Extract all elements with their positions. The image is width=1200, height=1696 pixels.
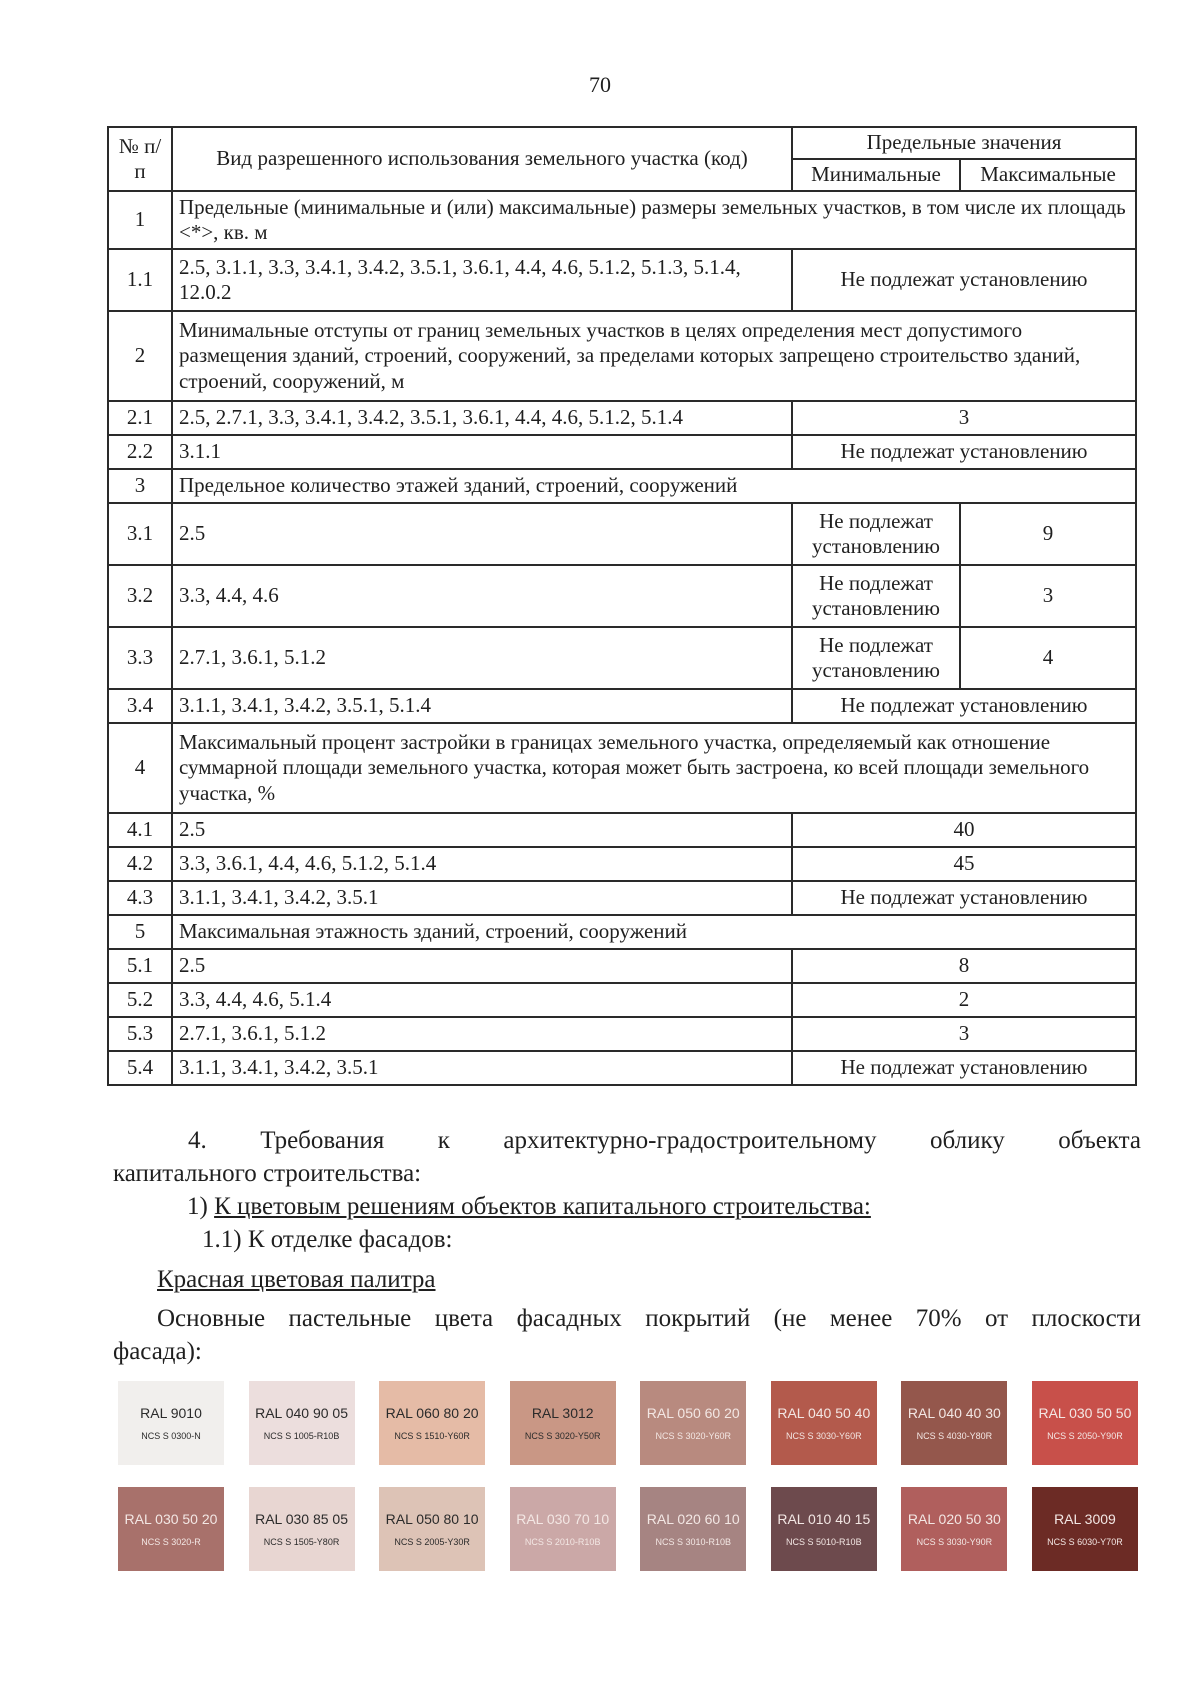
palette-row bbox=[118, 1487, 1138, 1571]
requirements-heading-line2: капитального строительства: bbox=[113, 1160, 422, 1187]
row-codes: 2.7.1, 3.6.1, 5.1.2 bbox=[172, 627, 792, 689]
swatch-ral-code: RAL 030 50 50 bbox=[1038, 1405, 1132, 1421]
row-max: 4 bbox=[960, 627, 1136, 689]
color-swatch bbox=[379, 1487, 485, 1571]
table-row bbox=[108, 949, 1136, 983]
row-number: 4.2 bbox=[108, 847, 172, 881]
table-row bbox=[108, 503, 1136, 565]
swatch-ncs-code: NCS S 6030-Y70R bbox=[1047, 1537, 1123, 1547]
row-value: Не подлежат установлению bbox=[792, 881, 1136, 915]
row-number: 2 bbox=[108, 311, 172, 401]
table-row bbox=[108, 983, 1136, 1017]
swatch-ncs-code: NCS S 5010-R10B bbox=[786, 1537, 862, 1547]
palette-row bbox=[118, 1381, 1138, 1465]
header-limits: Предельные значения bbox=[792, 127, 1136, 159]
section-text: Предельное количество этажей зданий, строений, сооружений bbox=[172, 469, 1136, 503]
table-row bbox=[108, 881, 1136, 915]
swatch-ral-code: RAL 3009 bbox=[1054, 1511, 1116, 1527]
item-title: К цветовым решениям объектов капитального строительства: bbox=[214, 1193, 871, 1220]
swatch-ral-code: RAL 030 50 20 bbox=[124, 1511, 218, 1527]
palette-title: Красная цветовая палитра bbox=[157, 1266, 436, 1293]
table-row bbox=[108, 469, 1136, 503]
regulations-table bbox=[107, 126, 1137, 1086]
row-codes: 2.7.1, 3.6.1, 5.1.2 bbox=[172, 1017, 792, 1051]
row-value: 3 bbox=[792, 401, 1136, 435]
swatch-ncs-code: NCS S 4030-Y80R bbox=[916, 1431, 993, 1441]
row-codes: 2.5 bbox=[172, 503, 792, 565]
color-swatch bbox=[118, 1487, 224, 1571]
row-number: 4 bbox=[108, 723, 172, 813]
row-value: 3 bbox=[792, 1017, 1136, 1051]
facade-item: 1.1) К отделке фасадов: bbox=[202, 1226, 453, 1253]
row-number: 4.1 bbox=[108, 813, 172, 847]
row-value: 40 bbox=[792, 813, 1136, 847]
item-number: 1) bbox=[187, 1193, 208, 1220]
row-value: Не подлежат установлению bbox=[792, 435, 1136, 469]
table-row bbox=[108, 723, 1136, 813]
header-number: № п/п bbox=[108, 127, 172, 191]
row-codes: 3.1.1 bbox=[172, 435, 792, 469]
swatch-ral-code: RAL 040 50 40 bbox=[777, 1405, 871, 1421]
color-swatch bbox=[379, 1381, 485, 1465]
color-swatch bbox=[771, 1381, 877, 1465]
swatch-ral-code: RAL 3012 bbox=[531, 1405, 594, 1421]
main-colors-line1: Основные пастельные цвета фасадных покрытий (не менее 70% от плоскости bbox=[157, 1305, 1141, 1332]
section-text: Максимальная этажность зданий, строений, сооружений bbox=[172, 915, 1136, 949]
swatch-ral-code: RAL 9010 bbox=[140, 1405, 202, 1421]
row-codes: 3.3, 4.4, 4.6 bbox=[172, 565, 792, 627]
color-palette bbox=[118, 1381, 1138, 1593]
swatch-ncs-code: NCS S 1510-Y60R bbox=[394, 1431, 470, 1441]
table-row bbox=[108, 191, 1136, 249]
row-number: 2.1 bbox=[108, 401, 172, 435]
row-number: 5.2 bbox=[108, 983, 172, 1017]
row-min: Не подлежат установлению bbox=[792, 565, 960, 627]
color-swatch bbox=[510, 1381, 616, 1465]
table-row bbox=[108, 689, 1136, 723]
row-number: 4.3 bbox=[108, 881, 172, 915]
row-codes: 3.3, 3.6.1, 4.4, 4.6, 5.1.2, 5.1.4 bbox=[172, 847, 792, 881]
swatch-ncs-code: NCS S 2050-Y90R bbox=[1047, 1431, 1123, 1441]
swatch-ncs-code: NCS S 3020-R bbox=[141, 1537, 201, 1547]
table-row bbox=[108, 1051, 1136, 1085]
row-number: 3.2 bbox=[108, 565, 172, 627]
row-number: 5 bbox=[108, 915, 172, 949]
row-codes: 3.3, 4.4, 4.6, 5.1.4 bbox=[172, 983, 792, 1017]
swatch-ncs-code: NCS S 3020-Y60R bbox=[655, 1431, 732, 1441]
swatch-ncs-code: NCS S 3030-Y90R bbox=[916, 1537, 993, 1547]
color-swatch bbox=[901, 1381, 1007, 1465]
swatch-ral-code: RAL 050 80 10 bbox=[385, 1511, 479, 1527]
swatch-ral-code: RAL 040 40 30 bbox=[907, 1405, 1001, 1421]
row-max: 3 bbox=[960, 565, 1136, 627]
color-swatch bbox=[640, 1487, 746, 1571]
swatch-ncs-code: NCS S 1505-Y80R bbox=[263, 1537, 340, 1547]
row-number: 3 bbox=[108, 469, 172, 503]
color-swatch bbox=[118, 1381, 224, 1465]
swatch-ral-code: RAL 030 70 10 bbox=[516, 1511, 610, 1527]
row-codes: 2.5, 3.1.1, 3.3, 3.4.1, 3.4.2, 3.5.1, 3.6.1, 4.4, 4.6, 5.1.2, 5.1.3, 5.1.4, 12.0.2 bbox=[172, 249, 792, 311]
swatch-ncs-code: NCS S 3020-Y50R bbox=[524, 1431, 601, 1441]
row-max: 9 bbox=[960, 503, 1136, 565]
swatch-ncs-code: NCS S 1005-R10B bbox=[263, 1431, 340, 1441]
table-row bbox=[108, 627, 1136, 689]
row-number: 3.1 bbox=[108, 503, 172, 565]
row-codes: 3.1.1, 3.4.1, 3.4.2, 3.5.1 bbox=[172, 1051, 792, 1085]
page-number: 70 bbox=[589, 72, 611, 97]
row-codes: 3.1.1, 3.4.1, 3.4.2, 3.5.1 bbox=[172, 881, 792, 915]
swatch-ncs-code: NCS S 2005-Y30R bbox=[394, 1537, 470, 1547]
swatch-ncs-code: NCS S 0300-N bbox=[141, 1431, 201, 1441]
row-number: 5.4 bbox=[108, 1051, 172, 1085]
main-colors-line2: фасада): bbox=[113, 1338, 202, 1365]
row-codes: 3.1.1, 3.4.1, 3.4.2, 3.5.1, 5.1.4 bbox=[172, 689, 792, 723]
swatch-ral-code: RAL 020 60 10 bbox=[646, 1511, 740, 1527]
table-row bbox=[108, 813, 1136, 847]
color-swatch bbox=[771, 1487, 877, 1571]
table-row bbox=[108, 565, 1136, 627]
swatch-ral-code: RAL 050 60 20 bbox=[646, 1405, 740, 1421]
section-text: Максимальный процент застройки в границах земельного участка, определяемый как отношение суммарной площади земельного участка, которая может быть застроена, ко всей площади земельного участка, % bbox=[172, 723, 1136, 813]
row-number: 5.1 bbox=[108, 949, 172, 983]
row-number: 5.3 bbox=[108, 1017, 172, 1051]
row-value: Не подлежат установлению bbox=[792, 249, 1136, 311]
color-swatch bbox=[510, 1487, 616, 1571]
swatch-ral-code: RAL 020 50 30 bbox=[907, 1511, 1001, 1527]
row-value: 2 bbox=[792, 983, 1136, 1017]
color-swatch bbox=[249, 1487, 355, 1571]
table-row bbox=[108, 311, 1136, 401]
row-codes: 2.5 bbox=[172, 813, 792, 847]
swatch-ncs-code: NCS S 2010-R10B bbox=[524, 1537, 601, 1547]
row-number: 2.2 bbox=[108, 435, 172, 469]
table-row bbox=[108, 435, 1136, 469]
color-swatch bbox=[1032, 1381, 1138, 1465]
section-text: Предельные (минимальные и (или) максимальные) размеры земельных участков, в том числе их площадь <*>, кв. м bbox=[172, 191, 1136, 249]
row-value: 8 bbox=[792, 949, 1136, 983]
table-row bbox=[108, 1017, 1136, 1051]
swatch-ncs-code: NCS S 3010-R10B bbox=[655, 1537, 732, 1547]
row-value: 45 bbox=[792, 847, 1136, 881]
header-min: Минимальные bbox=[792, 159, 960, 191]
section-text: Минимальные отступы от границ земельных участков в целях определения мест допустимого размещения зданий, строений, сооружений, за пределами которых запрещено строительство зданий, строений, сооружений, м bbox=[172, 311, 1136, 401]
swatch-ral-code: RAL 060 80 20 bbox=[385, 1405, 479, 1421]
color-swatch bbox=[249, 1381, 355, 1465]
row-codes: 2.5 bbox=[172, 949, 792, 983]
swatch-ncs-code: NCS S 3030-Y60R bbox=[786, 1431, 862, 1441]
header-max: Максимальные bbox=[960, 159, 1136, 191]
color-swatch bbox=[1032, 1487, 1138, 1571]
row-number: 3.4 bbox=[108, 689, 172, 723]
row-value: Не подлежат установлению bbox=[792, 1051, 1136, 1085]
color-swatch bbox=[901, 1487, 1007, 1571]
row-min: Не подлежат установлению bbox=[792, 627, 960, 689]
table-row bbox=[108, 401, 1136, 435]
table-row bbox=[108, 249, 1136, 311]
table-row bbox=[108, 847, 1136, 881]
row-number: 1 bbox=[108, 191, 172, 249]
row-number: 1.1 bbox=[108, 249, 172, 311]
row-value: Не подлежат установлению bbox=[792, 689, 1136, 723]
table-row bbox=[108, 915, 1136, 949]
swatch-ral-code: RAL 040 90 05 bbox=[255, 1405, 348, 1421]
requirements-heading-line1: 4. Требования к архитектурно-градостроительному облику объекта bbox=[188, 1127, 1141, 1154]
row-codes: 2.5, 2.7.1, 3.3, 3.4.1, 3.4.2, 3.5.1, 3.6.1, 4.4, 4.6, 5.1.2, 5.1.4 bbox=[172, 401, 792, 435]
row-number: 3.3 bbox=[108, 627, 172, 689]
header-use-kind: Вид разрешенного использования земельного участка (код) bbox=[172, 127, 792, 191]
swatch-ral-code: RAL 010 40 15 bbox=[777, 1511, 871, 1527]
color-swatch bbox=[640, 1381, 746, 1465]
color-solutions-item bbox=[187, 1190, 1087, 1223]
swatch-ral-code: RAL 030 85 05 bbox=[255, 1511, 348, 1527]
table-header-row bbox=[108, 127, 1136, 159]
row-min: Не подлежат установлению bbox=[792, 503, 960, 565]
